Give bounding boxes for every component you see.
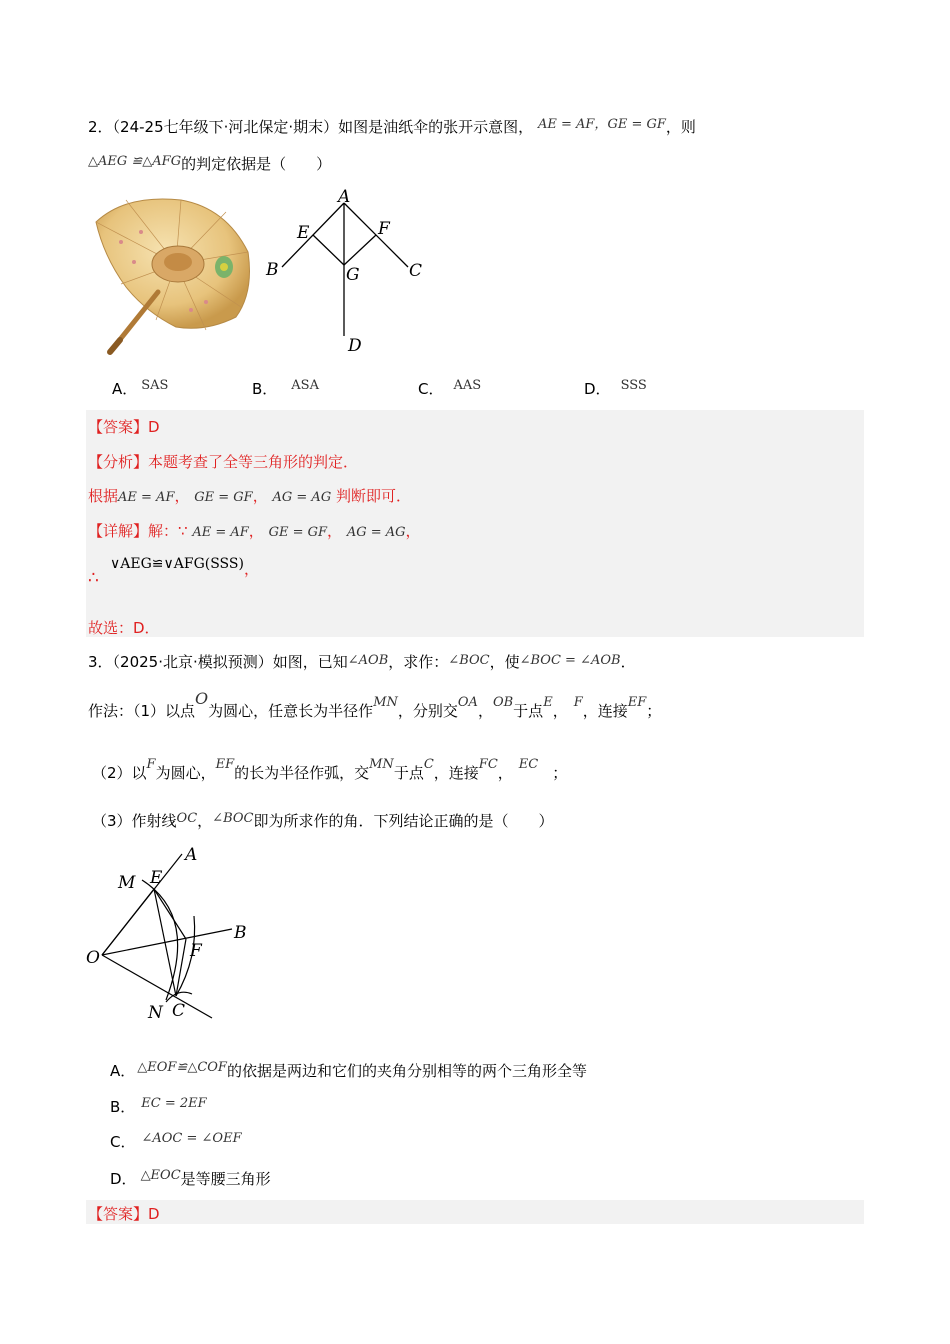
- step-text: ，连接: [582, 702, 628, 720]
- point-label: E: [543, 695, 553, 710]
- option-math: △EOC: [140, 1168, 181, 1183]
- equation: AE = AF: [192, 525, 249, 540]
- therefore-symbol: ∴: [88, 568, 99, 588]
- equation: GE = GF: [194, 490, 253, 505]
- stem-text: ．: [620, 653, 636, 671]
- arc-label: MN: [369, 757, 394, 772]
- ray-label: OB: [492, 695, 514, 710]
- option-letter: A．: [112, 380, 138, 398]
- option-letter: D．: [110, 1170, 137, 1188]
- q2-option-d[interactable]: [584, 378, 647, 399]
- q2-stem-line1: [88, 116, 696, 137]
- option-letter: C．: [418, 380, 444, 398]
- q2-option-b[interactable]: [252, 378, 319, 399]
- label-N: N: [148, 1003, 163, 1023]
- q3-answer-panel: [86, 1200, 864, 1224]
- q3-step1: [88, 689, 662, 721]
- option-text: SAS: [141, 378, 169, 393]
- step-text: 为圆心，任意长为半径作: [208, 702, 374, 720]
- answer-tag: 【答案】: [88, 418, 149, 436]
- congruence-statement: ∨AEG≌∨AFG(SSS): [110, 556, 244, 572]
- label-A: A: [338, 187, 351, 207]
- separator: ，: [174, 487, 190, 505]
- label-F: F: [378, 219, 390, 239]
- q2-detail: [88, 520, 421, 541]
- label-B: B: [234, 923, 247, 943]
- label-D: D: [348, 336, 362, 356]
- question-number: 3．: [88, 653, 113, 671]
- separator: ，: [594, 117, 608, 132]
- equation: AG = AG: [272, 490, 332, 505]
- question-source: （2025·北京·模拟预测）: [112, 653, 273, 671]
- label-A: A: [185, 845, 198, 865]
- stem-text: ，求作：: [388, 653, 449, 671]
- step-text: 的长为半径作弧，交: [234, 764, 370, 782]
- option-text: 是等腰三角形: [180, 1170, 271, 1188]
- angle-expression: ∠AOB: [347, 653, 389, 668]
- q3-construction-figure: [80, 838, 270, 1026]
- separator: ，: [248, 522, 264, 540]
- separator: ，: [497, 764, 513, 782]
- q2-answer: [88, 416, 160, 437]
- option-math: EC = 2EF: [141, 1096, 207, 1111]
- step-text: （2）以: [92, 764, 147, 782]
- separator: ，: [197, 812, 213, 830]
- q2-option-c[interactable]: [418, 378, 481, 399]
- separator: ，: [252, 487, 268, 505]
- point-label: O: [195, 689, 209, 708]
- separator: ；: [552, 764, 568, 782]
- q3-option-b[interactable]: [110, 1096, 207, 1117]
- q2-stem-line2: [88, 153, 331, 174]
- label-O: O: [86, 948, 100, 968]
- label-E: E: [297, 223, 310, 243]
- q2-final: 故选：D．: [88, 619, 160, 637]
- separator: ，: [243, 560, 259, 578]
- option-text: ASA: [291, 378, 319, 393]
- q3-option-a[interactable]: [110, 1060, 587, 1081]
- stem-text: ，则: [665, 118, 696, 136]
- label-M: M: [118, 873, 136, 893]
- equation: AE = AF: [118, 490, 175, 505]
- basis-text: 根据: [88, 487, 119, 505]
- detail-text: 解：∵: [148, 522, 188, 540]
- separator: ；: [646, 702, 662, 720]
- ray-label: OC: [176, 811, 198, 826]
- step-text: ，连接: [433, 764, 479, 782]
- equation: GE = GF: [607, 117, 666, 132]
- option-math: ∠AOC = ∠OEF: [141, 1131, 242, 1146]
- step-text: 作法：（1）以点: [88, 702, 196, 720]
- q2-analysis: [88, 451, 358, 472]
- label-C: C: [409, 261, 423, 281]
- option-letter: C．: [110, 1133, 136, 1151]
- option-letter: A．: [110, 1062, 136, 1080]
- q3-option-d[interactable]: [110, 1168, 271, 1189]
- equation: AE = AF: [537, 117, 595, 132]
- point-label: C: [423, 757, 434, 772]
- label-C: C: [172, 1001, 186, 1021]
- answer-value: D: [148, 1205, 160, 1223]
- segment-label: EF: [215, 757, 235, 772]
- q3-step2: [92, 757, 568, 783]
- stem-text: 如图是油纸伞的张开示意图，: [338, 118, 534, 136]
- step-text: 于点: [513, 702, 544, 720]
- arc-label: MN: [373, 695, 398, 710]
- point-label: F: [146, 757, 156, 772]
- option-text: AAS: [453, 378, 482, 393]
- stem-text: ，使: [489, 653, 520, 671]
- q2-congruence: [110, 552, 259, 578]
- option-letter: B．: [110, 1098, 136, 1116]
- segment-label: EF: [627, 695, 647, 710]
- segment-label: FC: [478, 757, 498, 772]
- option-letter: B．: [252, 380, 278, 398]
- oil-paper-umbrella-image: [86, 192, 256, 357]
- option-math: △EOF≌△COF: [137, 1060, 227, 1075]
- question-source: （24-25七年级下·河北保定·期末）: [112, 118, 339, 136]
- q3-step3: [92, 810, 553, 831]
- q3-stem-line1: [88, 651, 636, 672]
- congruence-expression: △AEG ≌△AFG: [88, 154, 182, 169]
- analysis-text: 本题考查了全等三角形的判定．: [148, 453, 359, 471]
- label-G: G: [346, 265, 360, 285]
- ray-label: OA: [457, 695, 478, 710]
- angle-expression: ∠BOC: [212, 811, 254, 826]
- analysis-tag: 【分析】: [88, 453, 149, 471]
- step-text: ，分别交: [397, 702, 458, 720]
- answer-tag: 【答案】: [88, 1205, 149, 1223]
- segment-label: EC: [518, 757, 539, 772]
- q2-basis: [88, 485, 411, 506]
- stem-text: 的判定依据是（ ）: [181, 155, 332, 173]
- separator: ，: [327, 522, 343, 540]
- label-B: B: [266, 260, 279, 280]
- detail-tag: 【详解】: [88, 522, 149, 540]
- answer-value: D: [148, 418, 160, 436]
- step-text: 为圆心，: [155, 764, 216, 782]
- label-F: F: [190, 941, 202, 961]
- basis-text: 判断即可．: [335, 487, 411, 505]
- equation: GE = GF: [268, 525, 328, 540]
- option-text: 的依据是两边和它们的夹角分别相等的两个三角形全等: [226, 1062, 587, 1080]
- step-text: 即为所求作的角．下列结论正确的是（ ）: [253, 812, 554, 830]
- angle-expression: ∠BOC: [448, 653, 490, 668]
- option-text: SSS: [620, 378, 647, 393]
- equation: AG = AG: [346, 525, 406, 540]
- option-letter: D．: [584, 380, 611, 398]
- step-text: （3）作射线: [92, 812, 177, 830]
- q3-answer: [88, 1203, 160, 1224]
- stem-text: 如图，已知: [272, 653, 348, 671]
- question-number: 2．: [88, 118, 113, 136]
- step-text: 于点: [393, 764, 424, 782]
- q3-option-c[interactable]: [110, 1131, 242, 1152]
- separator: ，: [552, 702, 568, 720]
- q2-geometry-figure: [262, 186, 432, 358]
- point-label: F: [573, 695, 583, 710]
- angle-equation: ∠BOC = ∠AOB: [519, 653, 621, 668]
- label-E: E: [150, 868, 163, 888]
- separator: ，: [477, 702, 493, 720]
- q2-option-a[interactable]: [112, 378, 168, 399]
- separator: ，: [405, 522, 421, 540]
